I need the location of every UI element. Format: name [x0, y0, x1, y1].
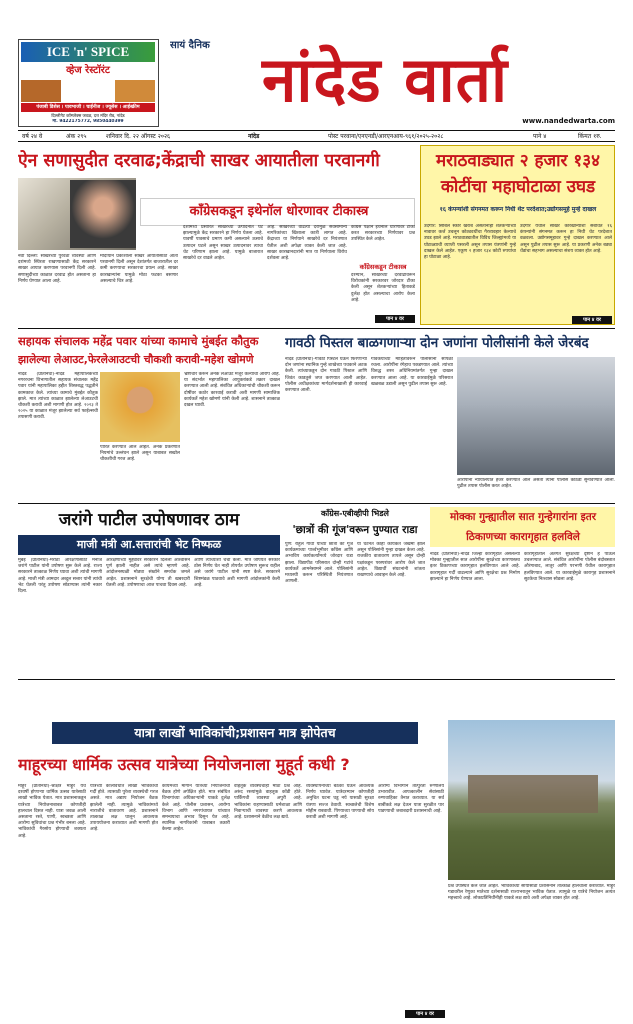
- story3-headline: गावठी पिस्तल बाळगणाऱ्या दोन जणांना पोलीसांनी केले जेरबंद: [285, 335, 589, 351]
- story5-headline: 'छात्रों की गूंज'वरून पुण्यात राडा: [292, 524, 418, 536]
- story7-body-col3: कायमच्या मार्गाने यात्रेच्या नियोजनाची बैठक होणे अपेक्षित होते. मात्र संबंधित विभागांच्या अधिकाऱ्यांनी याकडे दुर्लक्ष केले आहे. पोलीस प्रशासन, आरोग्य विभाग आणि नगरपंचायत यांच्यात समन्वयाचा अभाव दिसून येत आहे. स्थानिक नागरिकांनी याबाबत तक्रारी केल्या आहेत.: [162, 784, 230, 833]
- story4-headline: जरांगे पाटील उपोषणावर ठाम: [58, 510, 240, 530]
- price: किंमत १रु.: [578, 133, 602, 140]
- lead-body-col3: देशामध्ये प्रसारित साखरेच्या उत्पादनात घट झाल्यामुळे केंद्र सरकारने हा निर्णय घेतला आहे. यावर्षी पावसाचे प्रमाण कमी असल्याने ऊसाचे उत्पादन घटले असून साखर उत्पादनावर त्याचा थेट परिणाम झाला आहे. यामुळे बाजारात साखरेचे दर वाढले आहेत.: [183, 225, 263, 262]
- issue-year: वर्ष २४ वे: [22, 133, 43, 140]
- lead-body-col4: आहे. साखरेच्या वाढत्या दरांमुळे सर्वसामान्य नागरिकांच्या खिशाला कात्री लागत आहे. केंद्राच्या या निर्णयाने साखरेचे दर नियंत्रणात येतील अशी अपेक्षा व्यक्त केली जात आहे. साखर कारखानदारांनी मात्र या निर्णयाला विरोध दर्शवला आहे.: [267, 225, 347, 262]
- issue-city: नांदेड: [248, 133, 260, 140]
- ad-brand: ICE 'n' SPICE: [21, 42, 155, 62]
- masthead-website[interactable]: www.nandedwarta.com: [522, 117, 615, 125]
- story2-portrait: [100, 372, 180, 442]
- masthead-title: नांदेड वार्ता: [261, 44, 509, 116]
- story2-body-col2: पारित करण्यात आले आहेत. अनेक प्रकरणात नियमांचे उल्लंघन झाले असून याबाबत सखोल चौकशीची गरज आहे.: [100, 445, 180, 463]
- story7-body-col5: व्यवस्थापनाच्या बैठका घेऊन आवश्यक निर्णय घ्यावेत. यात्रेदरम्यान कोणतीही अनुचित घटना घडू नये यासाठी सुरक्षा यंत्रणा सज्ज ठेवावी. स्वच्छतेची विशेष मोहीम राबवावी. पिण्याच्या पाण्याची सोय करावी अशी मागणी आहे.: [306, 784, 374, 821]
- issue-number: अंक २९५: [66, 133, 87, 140]
- story4-body-col2: आरक्षणाच्या मुद्द्यावर सरकारने दिलेली आश्वासने पूर्ण झाली नाहीत असे त्यांचे म्हणणे आहे. आंदोलनस्थळी मोठ्या संख्येने समर्थक जमले आहेत. प्रशासनाने सुरक्षेची योग्य ती खबरदारी घेतली आहे. उपोषणाचा आज पाचवा दिवस आहे.: [106, 558, 190, 588]
- lead-body-col1: नवी दिल्ली: साखरेच्या पुरवठा व्यवस्था आणि दरांमध्ये स्थिरता राखण्यासाठी केंद्र सरकारने साखर आयात करण्यास परवानगी दिली आहे. सणासुदीच्या काळात दरवाढ होत असताना हा निर्णय घेण्यात आला आहे.: [18, 254, 96, 284]
- lead-inset-heading: कॉंग्रेसकडून टीकास्त्र: [359, 263, 407, 271]
- mahur-fort-walls: [468, 775, 598, 813]
- scam-body-col1: उदगीर: सिबिल स्कोर खराब असतानाही शेतकऱ्यांच्या नावावर कर्ज उचलून कोट्यवधींचा गैरव्यवहार केल्याचे उघड झाले आहे. मराठवाड्यातील विविध जिल्ह्यांमध्ये या घोटाळ्याची व्याप्ती पसरली असून तपास यंत्रणांनी गुन्हे दाखल केले आहेत. एकूण २ हजार १३४ कोटी रुपयांचा हा घोटाळा आहे.: [424, 224, 516, 261]
- story3-body-col3: आरोपींना न्यायालयात हजर करण्यात आले असता त्यांना पोलीस कोठडी सुनावण्यात आली. पुढील तपास पोलीस करत आहेत.: [457, 478, 615, 490]
- story7-body-col6: आरोग्य विभागाने तात्पुरती रुग्णालये उभारावीत. आपत्कालीन सेवांसाठी रुग्णवाहिका तैनात कराव्यात. या सर्व बाबींकडे लक्ष देऊन यात्रा सुरळीत पार पाडण्याची जबाबदारी प्रशासनाची आहे.: [378, 784, 444, 814]
- info-bar: [18, 130, 615, 142]
- story4-subhead: माजी मंत्री आ.सत्तारांची भेट निष्फळ: [76, 538, 222, 551]
- scam-continued[interactable]: पान ४ वर: [572, 316, 612, 324]
- page-count: पाने ४: [533, 133, 547, 140]
- lead-headline: ऐन सणासुदीत दरवाढ;केंद्राची साखर आयातीला परवानगी: [18, 151, 380, 171]
- story3-police-photo: [457, 357, 615, 475]
- lead-subhead: कॉंग्रेसकडून इथेनॉल धोरणावर टीकास्त्र: [189, 204, 369, 219]
- story3-body-col1: नांदेड (प्रतिनिधी)-गावठी पिस्टल घेऊन फिरणाऱ्या दोन जणांना स्थानिक गुन्हे शाखेच्या पथकाने अटक केली. त्यांच्याकडून दोन गावठी पिस्टल आणि जिवंत काडतुसे जप्त करण्यात आली आहेत. पोलीस अधीक्षकांच्या मार्गदर्शनाखाली ही कारवाई करण्यात आली.: [285, 357, 367, 394]
- story5-body-col2: या घटनेत काही कार्यकर्ते जखमी झाले असून पोलिसांनी गुन्हा दाखल केला आहे. राजकीय वातावरण तापले असून दोन्ही पक्षांकडून परस्परांवर आरोप केले जात आहेत. विद्यार्थी संघटनांनी शांतता राखण्याचे आवाहन केले आहे.: [357, 542, 425, 579]
- ad-food-image: [21, 80, 61, 102]
- story6-body-col2: कारागृहातील अंतर्गत सुरक्षेच्या दृष्टीने हे पाऊल उचलण्यात आले. संबंधित आरोपींना पोलीस बंदोबस्तात औरंगाबाद, लातूर आणि परभणी येथील कारागृहात हलविण्यात आले. या कारवाईमुळे कारागृह प्रशासनाने सुटकेचा निःश्वास सोडला आहे.: [524, 552, 615, 582]
- story7-body-col7: प्रश्न उपस्थित केले जात आहेत. भाविकांच्या सोयीसाठी प्रशासनाने तात्काळ हालचाली कराव्यात. माहूर गडावरील रेणुका मातेच्या दर्शनासाठी राज्यभरातून भाविक येतात. त्यामुळे या यात्रेचे नियोजन अत्यंत महत्त्वाचे आहे. लोकप्रतिनिधींनीही याकडे लक्ष द्यावे अशी अपेक्षा व्यक्त होत आहे.: [448, 884, 615, 902]
- story2-body-col3: भ्रष्टाचार करून अनेक लेआउट मंजूर केल्याचा आरोप आहे. या संदर्भात महापालिका आयुक्तांकडे तक्रार दाखल करण्यात आली आहे. संबंधित अधिकाऱ्यांची चौकशी करून दोषींवर कठोर कारवाई करावी अशी मागणी सामाजिक कार्यकर्ते महेश खोमणे यांनी केली आहे. शासनाने तात्काळ दखल घ्यावी.: [184, 372, 280, 409]
- ad-phone: मो. 9422175772, 9850440399: [52, 119, 124, 124]
- story6-headline: मोक्का गुन्ह्यातील सात गुन्हेगारांना इतर ठिकाणच्या कारागृहात हलविले: [449, 511, 597, 543]
- lead-photo-overlay: [70, 180, 136, 248]
- lead-body-col5: काँग्रेस पक्षाने इथेनॉल धोरणावर टीका करत सरकारच्या निर्णयावर प्रश्न उपस्थित केले आहेत.: [351, 225, 415, 243]
- lead-body-col6: दरम्यान, साखरेच्या दरवाढीवरून विरोधकांनी सरकारवर जोरदार टीका केली असून शेतकऱ्यांच्या हिताकडे दुर्लक्ष होत असल्याचा आरोप केला आहे.: [351, 273, 415, 303]
- divider: [18, 679, 615, 680]
- story5-kicker: काँग्रेस-एबीव्हीपी भिडले: [321, 509, 389, 518]
- story3-body-col2: गावकर्यांच्या माहितीवरून पोलीसांनी सापळा रचला. आरोपींना रंगेहाथ पकडण्यात आले. त्यांच्या विरुद्ध शस्त्र अधिनियमांतर्गत गुन्हा दाखल करण्यात आला आहे. या कारवाईमुळे परिसरात खळबळ उडाली असून पुढील तपास सुरू आहे.: [371, 357, 453, 387]
- story4-body-col3: आणि त्यांच्याशी चर्चा केली. मात्र जोपर्यंत सरकार ठोस निर्णय घेत नाही तोपर्यंत उपोषण सुरूच राहील असे जरांगे पाटील यांनी स्पष्ट केले. सरकारने शिष्टमंडळ पाठवावे अशी मागणी आंदोलकांनी केली आहे.: [194, 558, 280, 588]
- story7-body-col4: वाहतूक व्यवस्थेचाही मोठा प्रश्न आहे. अरुंद रस्त्यांमुळे वाहतूक कोंडी होते. पार्किंगची व्यवस्था अपुरी आहे. भाविकांना राहण्यासाठी धर्मशाळा आणि निवाऱ्याची व्यवस्था करणे आवश्यक आहे. प्रशासनाने वेळीच लक्ष द्यावे.: [234, 784, 302, 821]
- lead-body-col2: मोदीयाने प्रकाशाला साखर आयातीसाठी आता परवानगी दिली असून देशांतर्गत बाजारातील दर कमी करण्याचा सरकारचा प्रयत्न आहे. साखर कारखान्यांना यामुळे मोठा फटका बसणार असल्याचे चित्र आहे.: [100, 254, 178, 284]
- divider: [18, 328, 615, 329]
- story7-body-col2: यात्रेच्या कालावधीत लाखो भाविकांची गर्दी होते. त्यासाठी पुरेशा व्यवस्थेची गरज असते. मात्र अद्याप नियोजन बैठक झालेली नाही. त्यामुळे भाविकांमध्ये नाराजीचे वातावरण आहे. प्रशासनाने तात्काळ लक्ष घालून आवश्यक उपाययोजना कराव्यात अशी मागणी होत आहे.: [90, 784, 158, 833]
- masthead-kicker: सायं दैनिक: [170, 40, 210, 51]
- ad-food-image-2: [115, 80, 155, 102]
- ad-cuisines: पंजाबी डिशेस । पावभाजी । चाईनीज । ज्यूसेस । आईस्क्रीम: [21, 103, 155, 112]
- story5-body-col1: पुणे: राहुल गांधी यांच्या छात्रों की गूंज कार्यक्रमाच्या पार्श्वभूमीवर काँग्रेस आणि अभाविप कार्यकर्त्यांमध्ये जोरदार राडा झाला. विद्यापीठ परिसरात दोन्ही गटांचे कार्यकर्ते आमनेसामने आले. पोलिसांनी मध्यस्थी करून परिस्थिती नियंत्रणात आणली.: [285, 542, 353, 585]
- story7-kicker: यात्रा लाखों भाविकांची;प्रशासन मात्र झोपेतच: [134, 725, 336, 740]
- scam-headline: मराठवाड्यात २ हजार १३४ कोटींचा महाघोटाळा उघड: [436, 151, 600, 197]
- scam-body-col2: उदगीर येथील साखर कारखान्याशी संबंधित १६ कंपन्यांनी संगनमत करून हा निधी थेट परदेशात वळवला. उद्योगसमूहावर गुन्हे दाखल करण्यात आले असून पुढील तपास सुरू आहे. या प्रकरणी अनेक बड्या धेंडांचा सहभाग असल्याचा संशय व्यक्त होत आहे.: [520, 224, 612, 254]
- lead-continued[interactable]: पान ४ वर: [375, 315, 415, 323]
- ad-address: दिल्लीगेट कॉम्प्लेक्स जवळ, दत्त मंदिर रोड, नांदेड: [51, 113, 125, 118]
- divider: [18, 503, 615, 504]
- story7-body-col1: माहूर (प्रतिनिधी)-श्रीक्षेत्र माहूर येथे दरवर्षी होणाऱ्या धार्मिक उत्सव यात्रेसाठी लाखो भाविक येतात. मात्र प्रशासनाकडून यात्रेच्या नियोजनाबाबत कोणतीही हालचाल दिसत नाही. यात्रा जवळ आली असताना रस्ते, पाणी, स्वच्छता आणि आरोग्य सुविधांचा प्रश्न गंभीर बनला आहे. भाविकांची गैरसोय होण्याची शक्यता आहे.: [18, 784, 86, 839]
- story7-continued[interactable]: पान ४ वर: [405, 1010, 445, 1018]
- story7-headline: माहूरच्या धार्मिक उत्सव यात्रेच्या नियोजनाला मुहूर्त कधी ?: [18, 755, 350, 774]
- restaurant-ad[interactable]: [18, 39, 159, 127]
- story4-body-col1: मुंबई (प्रतिनिधी)-मराठा आरक्षणासाठी मनोज जरांगे पाटील यांनी उपोषण सुरू केले आहे. राज्य सरकारने तात्काळ निर्णय घ्यावा अशी त्यांची मागणी आहे. माजी मंत्री आमदार अब्दुल सत्तार यांनी त्यांची भेट घेतली परंतु उपोषण सोडण्यास त्यांनी नकार दिला.: [18, 558, 102, 595]
- story6-body-col1: नांदेड (प्रतिनिधी)-नांदेड जिल्हा कारागृहात असलेल्या मोक्का गुन्ह्यातील सात आरोपींना सुरक्षेच्या कारणास्तव इतर ठिकाणच्या कारागृहात हलविण्यात आले आहे. कारागृहात गर्दी वाढल्याने आणि सुरक्षेचा प्रश्न निर्माण झाल्याने हा निर्णय घेण्यात आला.: [430, 552, 520, 582]
- issue-date: शनिवार दि. २२ ऑगस्ट २०२६: [106, 133, 171, 140]
- story2-headline-2: झालेल्या लेआउट,फेरलेआउटची चौकशी करावी-महेश खोमणे: [18, 353, 254, 366]
- scam-subhead: १६ कंपन्यांशी संगनमत करून निधी थेट परदेशात;उद्योगसमूहे मुन्हे दाखल: [439, 206, 597, 213]
- postal-permit: पोस्ट परवाना/एनएनडी/आरएनआय-९६१/२०२५-२०२८: [328, 133, 444, 140]
- story2-body-col1: नांदेड (प्रतिनिधी)-नांदेड महापालिकेच्या नगररचना विभागातील सहायक संचालक महेंद्र पवार यांनी महापालिका हद्दीत शिस्तबद्ध पद्धतीने कामकाज केले. त्यांच्या कामाचे मुंबईत कौतुक झाले. मात्र त्यांच्या काळात झालेल्या लेआउटची चौकशी करावी अशी मागणी होत आहे. २०२३ ते २०२५ या काळात मंजूर झालेल्या सर्व फाईल्सची तपासणी करावी.: [18, 372, 98, 421]
- story2-headline-1: सहायक संचालक महेंद्र पवार यांच्या कामाचे मुंबईत कौतुक: [18, 334, 259, 348]
- ad-title: व्हेज रेस्टॉरंट: [66, 65, 110, 76]
